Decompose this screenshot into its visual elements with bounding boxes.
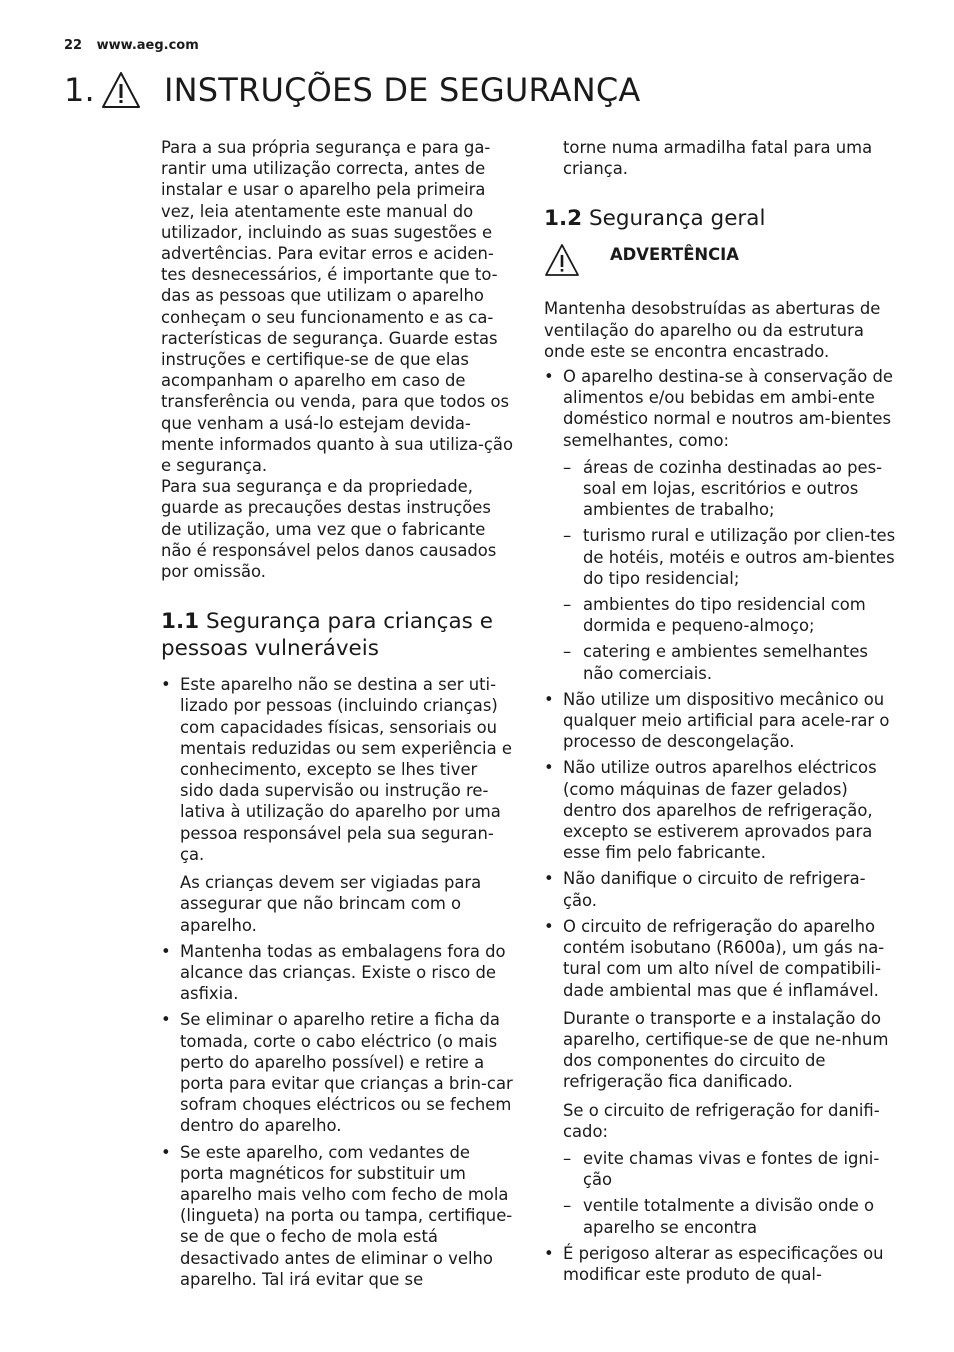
sub-list-item: – evite chamas vivas e fontes de igni-ção xyxy=(563,1148,896,1190)
list-item-continuation: As crianças devem ser vigiadas para assegurar que não brincam com o aparelho. xyxy=(180,873,482,935)
list-item: • O aparelho destina-se à conservação de alimentos e/ou bebidas em ambi-ente doméstico normal e noutros am-bientes semelhantes, como: – áreas de cozinha destinadas ao pes-soal em lojas, escritórios e outros ambientes de trabalho; – turismo rural e utilização por clien-tes de hotéis, motéis e outros am-bientes do tipo residencial; – ambientes do tipo residencial com dormida e pequeno-almoço; – catering e ambientes semelhantes não comerciais. xyxy=(544,366,896,684)
list-item: • Se eliminar o aparelho retire a ficha da tomada, corte o cabo eléctrico (o mais perto do aparelho possível) e retire a porta para evitar que crianças a brin-car sofram choques eléctricos ou se fechem dentro do aparelho. xyxy=(161,1009,513,1136)
list-item: • O circuito de refrigeração do aparelho contém isobutano (R600a), um gás na-tural com um alto nível de compatibili-dade ambiental mas que é inflamável. Durante o transporte e a instalação do aparelho, certifique-se de que ne-nhum dos componentes do circuito de refrigeração fica danificado. Se o circuito de refrigeração for danifi-cado: – evite chamas vivas e fontes de igni-ção – ventile totalmente a divisão onde o aparelho se encontra xyxy=(544,916,896,1238)
warning-triangle-icon xyxy=(100,69,142,111)
page-title xyxy=(64,66,641,114)
right-column xyxy=(544,137,896,1290)
list-item: • Este aparelho não se destina a ser uti-lizado por pessoas (incluindo crianças) com capacidades físicas, sensoriais ou mentais reduzidas ou sem experiência e conhecimento, excepto se lhes tiver sido dada supervisão ou instrução re-lativa à utilização do aparelho por uma pessoa responsável pela sua seguran-ça. As crianças devem ser vigiadas para assegurar que não brincam com o aparelho. xyxy=(161,674,513,935)
sub-list-item: – ventile totalmente a divisão onde o aparelho se encontra xyxy=(563,1195,896,1237)
section-heading xyxy=(544,205,896,232)
list-item: • É perigoso alterar as especificações ou modificar este produto de qual- xyxy=(544,1243,896,1285)
section-number: 1.2 xyxy=(544,206,583,232)
sub-list-item: – turismo rural e utilização por clien-tes de hotéis, motéis e outros am-bientes do tipo residencial; xyxy=(563,525,896,589)
warning-block xyxy=(544,240,896,278)
section-number: 1.1 xyxy=(161,609,200,635)
intro-paragraph: Para sua segurança e da propriedade, guarde as precauções destas instruções de utilização, uma vez que o fabricante não é responsável pelos danos causados por omissão. xyxy=(161,477,497,582)
section-title: Segurança geral xyxy=(588,206,766,232)
warning-label: ADVERTÊNCIA xyxy=(610,245,739,265)
list-item: • Não utilize outros aparelhos eléctricos (como máquinas de fazer gelados) dentro dos aparelhos de refrigeração, excepto se estiverem aprovados para esse fim pelo fabricante. xyxy=(544,757,896,863)
section-title: Segurança para crianças e pessoas vulneráveis xyxy=(161,609,493,662)
list-item-continuation: Durante o transporte e a instalação do aparelho, certifique-se de que ne-nhum dos componentes do circuito de refrigeração fica danificado. xyxy=(563,1008,889,1092)
page-header xyxy=(64,38,199,53)
list-item: • Se este aparelho, com vedantes de porta magnéticos for substituir um aparelho mais velho com fecho de mola (lingueta) na porta ou tampa, certifique-se de que o fecho de mola está desactivado antes de eliminar o velho aparelho. Tal irá evitar que se xyxy=(161,1142,513,1290)
sub-list-item: – áreas de cozinha destinadas ao pes-soal em lojas, escritórios e outros ambientes de trabalho; xyxy=(563,457,896,521)
list-item: • Mantenha todas as embalagens fora do alcance das crianças. Existe o risco de asfixia. xyxy=(161,941,513,1005)
website-url: www.aeg.com xyxy=(96,38,199,53)
bullet-list xyxy=(544,366,896,1285)
list-item-continuation: Se o circuito de refrigeração for danifi-cado: xyxy=(563,1100,880,1141)
dash-list xyxy=(563,457,896,684)
sub-list-item: – ambientes do tipo residencial com dormida e pequeno-almoço; xyxy=(563,594,896,636)
section-heading xyxy=(161,608,513,662)
warning-lead-paragraph: Mantenha desobstruídas as aberturas de ventilação do aparelho ou da estrutura onde este se encontra encastrado. xyxy=(544,299,881,361)
list-item: • Não utilize um dispositivo mecânico ou qualquer meio artificial para acele-rar o processo de descongelação. xyxy=(544,689,896,753)
warning-triangle-icon xyxy=(544,242,580,278)
dash-list xyxy=(563,1148,896,1238)
list-item-continuation: torne numa armadilha fatal para uma criança. xyxy=(563,138,873,179)
sub-list-item: – catering e ambientes semelhantes não comerciais. xyxy=(563,641,896,683)
intro-paragraph: Para a sua própria segurança e para ga-rantir uma utilização correcta, antes de instalar e usar o aparelho pela primeira vez, leia atentamente este manual do utilizador, incluindo as suas sugestões e advertências. Para evitar erros e aciden-tes desnecessários, é importante que to-das as pessoas que utilizam o aparelho conheçam o seu funcionamento e as ca-racterísticas de segurança. Guarde estas instruções e certifique-se de que elas acompanham o aparelho em caso de transferência ou venda, para que todos os que venham a usá-lo estejam devida-mente informados quanto à sua utiliza-ção e segurança. xyxy=(161,138,513,476)
title-number: 1. xyxy=(64,71,95,109)
title-text: INSTRUÇÕES DE SEGURANÇA xyxy=(164,71,641,109)
page-number: 22 xyxy=(64,38,83,53)
list-item: • Não danifique o circuito de refrigera-ção. xyxy=(544,868,896,910)
left-column xyxy=(161,137,513,1295)
bullet-list xyxy=(161,674,513,1290)
